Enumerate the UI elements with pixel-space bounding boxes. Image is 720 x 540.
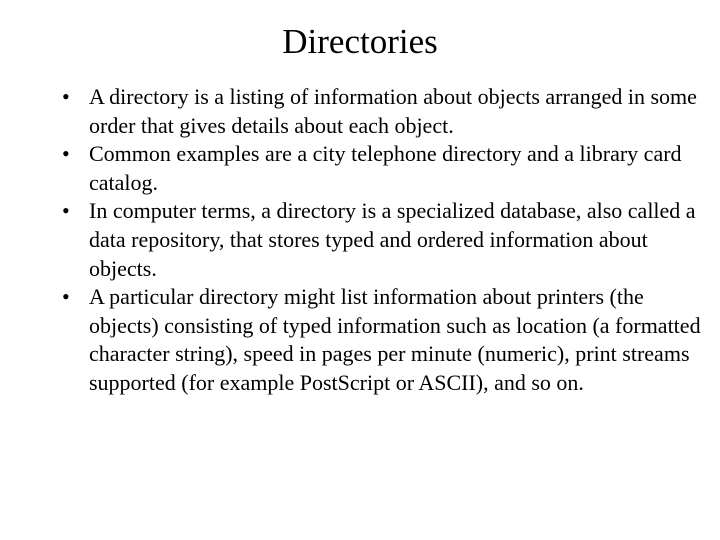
bullet-icon: • <box>62 198 70 224</box>
bullet-item <box>62 83 702 140</box>
bullet-text: A directory is a listing of information about objects arranged in some order that gives details about each object. <box>89 84 697 138</box>
bullet-item <box>62 140 702 197</box>
bullet-text: A particular directory might list information about printers (the objects) consisting of typed information such as location (a formatted character string), speed in pages per minute (numeric), print streams supported (for example PostScript or ASCII), and so on. <box>89 284 701 395</box>
bullet-icon: • <box>62 284 70 310</box>
bullet-icon: • <box>62 141 70 167</box>
bullet-item <box>62 197 702 283</box>
bullet-item <box>62 283 702 397</box>
slide-title: Directories <box>282 22 438 61</box>
bullet-text: Common examples are a city telephone directory and a library card catalog. <box>89 141 682 195</box>
bullet-text: In computer terms, a directory is a specialized database, also called a data repository, that stores typed and ordered information about objects. <box>89 198 696 281</box>
bullet-list <box>62 83 702 398</box>
bullet-icon: • <box>62 84 70 109</box>
